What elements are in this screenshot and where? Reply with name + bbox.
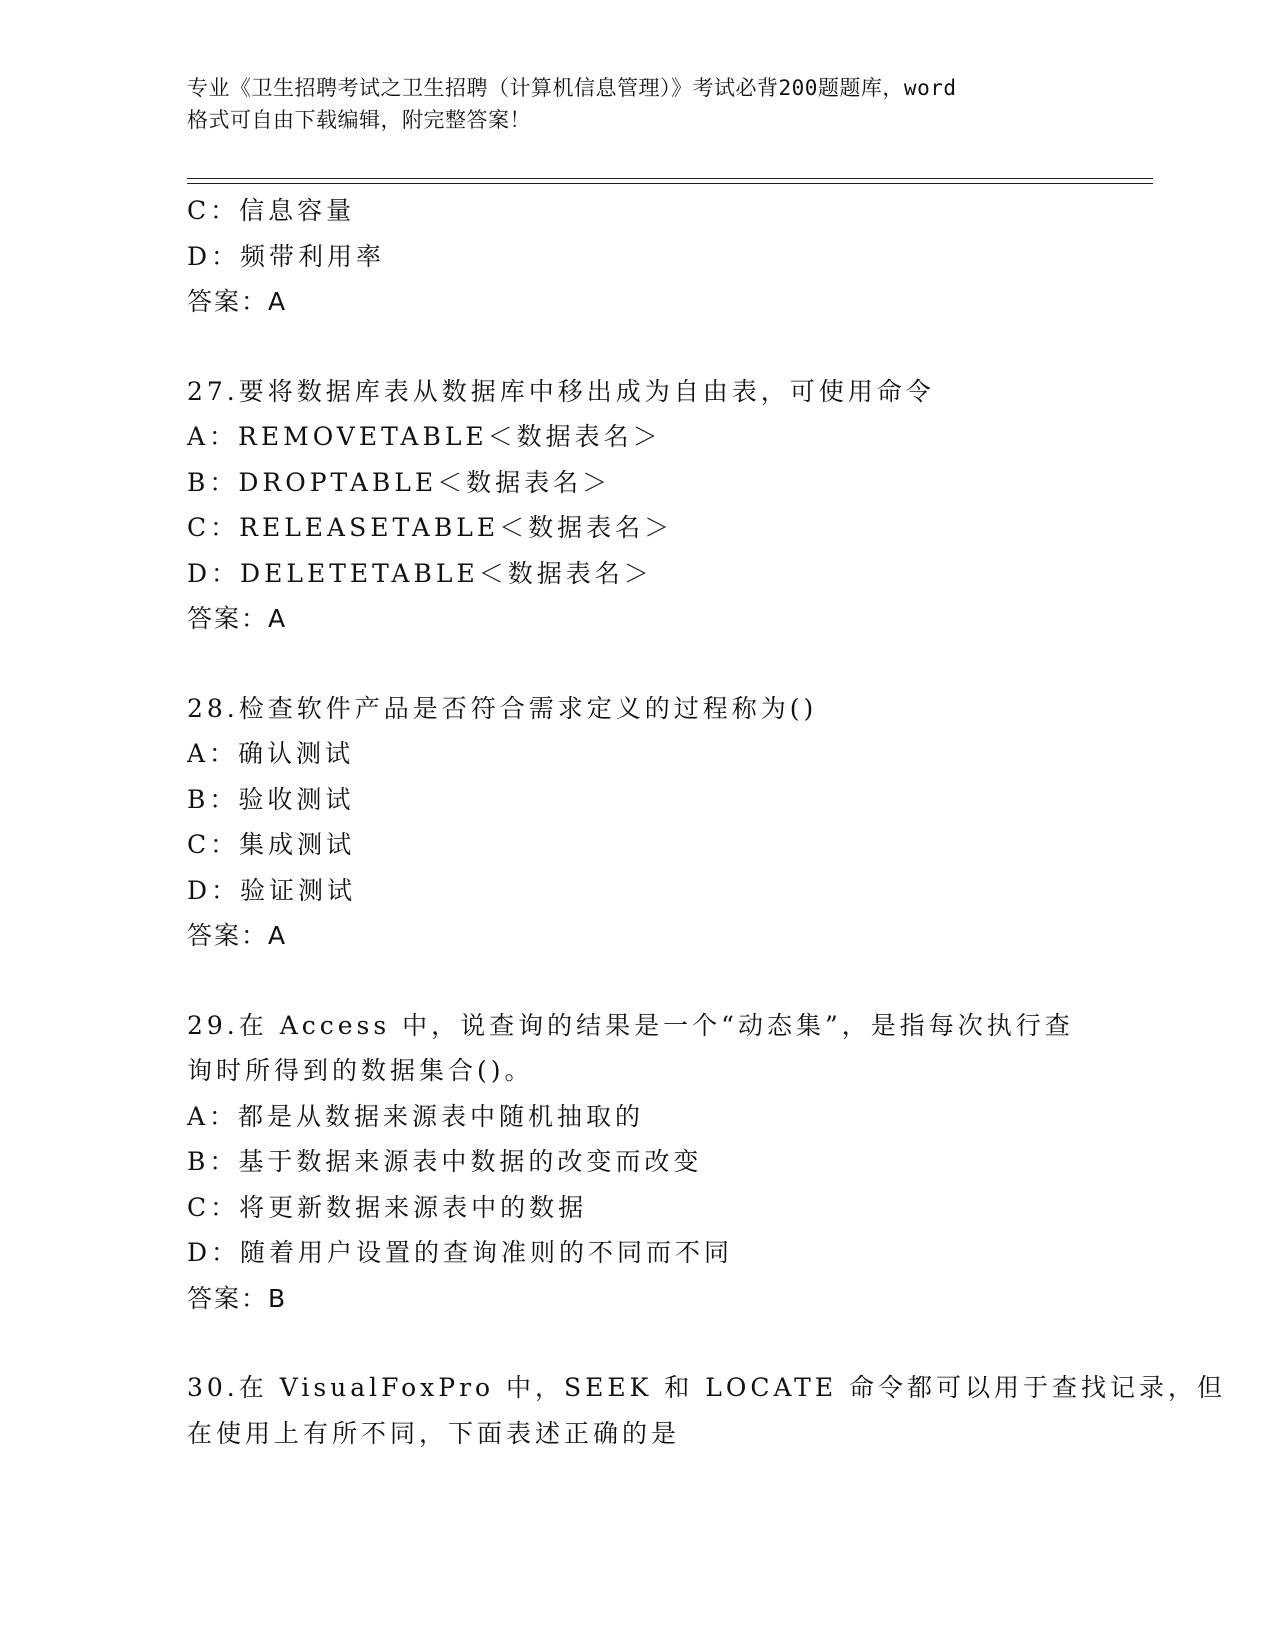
previous-question-tail [187, 188, 1087, 325]
question-text-line-1: 29.在 Access 中，说查询的结果是一个“动态集”，是指每次执行查 [187, 1010, 1074, 1040]
option-a: A：都是从数据来源表中随机抽取的 [187, 1101, 645, 1131]
option-d: D：验证测试 [187, 875, 357, 905]
answer-line: 答案：A [187, 604, 288, 633]
option-c: C：信息容量 [187, 196, 356, 225]
option-d: D：DELETETABLE＜数据表名＞ [187, 558, 653, 588]
question-text-line-2: 询时所得到的数据集合()。 [187, 1056, 534, 1085]
question-content [187, 188, 1227, 1456]
spacer [187, 1321, 1087, 1365]
option-c: C：RELEASETABLE＜数据表名＞ [187, 513, 674, 542]
header-divider-top [187, 178, 1153, 179]
spacer [187, 325, 1087, 369]
question-29 [187, 1003, 1087, 1322]
option-c: C：将更新数据来源表中的数据 [187, 1192, 588, 1222]
option-a: A：确认测试 [187, 739, 355, 768]
question-28 [187, 686, 1087, 959]
question-27 [187, 369, 1087, 642]
option-b: B：DROPTABLE＜数据表名＞ [187, 467, 612, 497]
header-divider-bottom [187, 183, 1153, 184]
option-a: A：REMOVETABLE＜数据表名＞ [187, 422, 662, 451]
question-text: 27.要将数据库表从数据库中移出成为自由表，可使用命令 [187, 376, 935, 406]
question-text-line-1: 30.在 VisualFoxPro 中，SEEK 和 LOCATE 命令都可以用于查找记录，但 [187, 1373, 1227, 1402]
answer-line: 答案：A [187, 921, 288, 950]
document-header [187, 72, 1087, 136]
header-line-1: 专业《卫生招聘考试之卫生招聘（计算机信息管理）》考试必背200题题库，word [187, 76, 957, 100]
option-d: D：频带利用率 [187, 241, 386, 271]
header-line-2: 格式可自由下载编辑，附完整答案！ [187, 108, 531, 132]
question-30 [187, 1365, 1227, 1456]
spacer [187, 642, 1087, 686]
option-c: C：集成测试 [187, 830, 356, 859]
answer-line: 答案：B [187, 1283, 288, 1313]
option-b: B：基于数据来源表中数据的改变而改变 [187, 1147, 703, 1176]
option-b: B：验收测试 [187, 784, 355, 814]
question-text: 28.检查软件产品是否符合需求定义的过程称为() [187, 693, 818, 723]
question-text-line-2: 在使用上有所不同，下面表述正确的是 [187, 1418, 681, 1448]
option-d: D：随着用户设置的查询准则的不同而不同 [187, 1238, 734, 1267]
answer-line: 答案：A [187, 287, 288, 316]
spacer [187, 959, 1087, 1003]
